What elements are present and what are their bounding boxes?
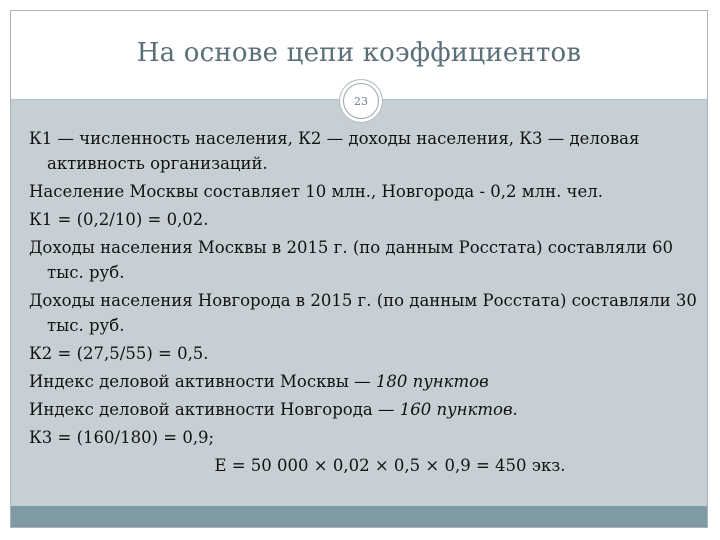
text-line-moscow-income: Доходы населения Москвы в 2015 г. (по данным Росстата) составляли 60 тыс. руб. — [29, 238, 674, 282]
moscow-index-label: Индекс деловой активности Москвы — — [29, 372, 376, 391]
moscow-index-value: 180 пунктов — [375, 372, 489, 391]
text-line-k2: К2 = (27,5/55) = 0,5. — [29, 344, 209, 363]
slide-body — [11, 100, 707, 508]
text-block — [29, 126, 701, 481]
text-line-k1: К1 = (0,2/10) = 0,02. — [29, 210, 209, 229]
novgorod-index-label: Индекс деловой активности Новгорода — — [29, 400, 400, 419]
page-number-badge: 23 — [343, 83, 379, 119]
footer-band — [11, 506, 707, 527]
text-line-novgorod-income: Доходы населения Новгорода в 2015 г. (по данным Росстата) составляли 30 тыс. руб. — [29, 291, 697, 335]
text-line-novgorod-index — [29, 397, 701, 422]
text-line-moscow-index — [29, 369, 701, 394]
text-line-definitions: К1 — численность населения, К2 — доходы населения, К3 — деловая активность организаций. — [29, 129, 640, 173]
novgorod-index-suffix: . — [512, 400, 518, 419]
text-line-k3: К3 = (160/180) = 0,9; — [29, 428, 215, 447]
slide-title: На основе цепи коэффициентов — [136, 38, 582, 68]
slide — [10, 10, 708, 528]
text-line-population: Население Москвы составляет 10 млн., Новгорода - 0,2 млн. чел. — [29, 182, 603, 201]
result-formula: Е = 50 000 × 0,02 × 0,5 × 0,9 = 450 экз. — [214, 456, 566, 475]
novgorod-index-value: 160 пунктов — [399, 400, 513, 419]
